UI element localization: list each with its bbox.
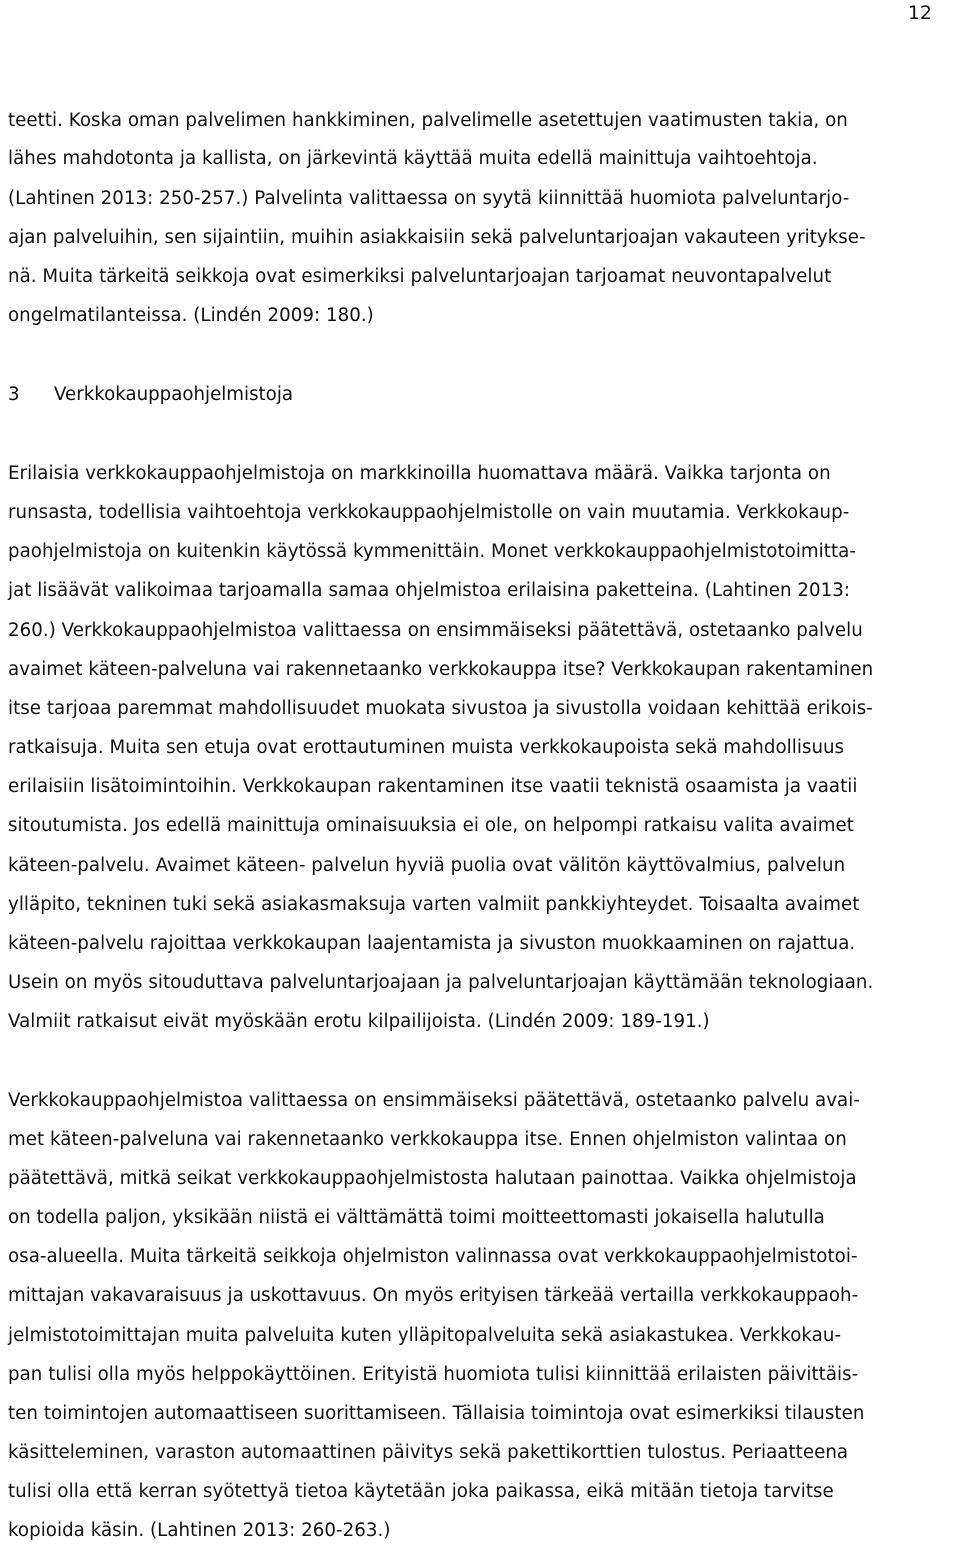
- text-line: pan tulisi olla myös helppokäyttöinen. Erityistä huomiota tulisi kiinnittää erilaisten päivittäis-: [8, 1364, 859, 1385]
- page-number: 12: [907, 2, 932, 24]
- text-line: käsitteleminen, varaston automaattinen päivitys sekä pakettikorttien tulostus. Periaatteena: [8, 1442, 849, 1463]
- text-line: erilaisiin lisätoimintoihin. Verkkokaupan rakentaminen itse vaatii teknistä osaamista ja vaatii: [8, 776, 858, 797]
- text-line: käteen-palvelu rajoittaa verkkokaupan laajentamista ja sivuston muokkaaminen on rajattua.: [8, 933, 856, 954]
- text-line: avaimet käteen-palveluna vai rakennetaanko verkkokauppa itse? Verkkokaupan rakentaminen: [8, 659, 874, 680]
- text-line: ten toimintojen automaattiseen suorittamiseen. Tällaisia toimintoja ovat esimerkiksi tilausten: [8, 1403, 865, 1424]
- text-line: Erilaisia verkkokauppaohjelmistoja on markkinoilla huomattava määrä. Vaikka tarjonta on: [8, 463, 831, 484]
- text-line: teetti. Koska oman palvelimen hankkiminen, palvelimelle asetettujen vaatimusten takia, on: [8, 110, 848, 131]
- text-line: ratkaisuja. Muita sen etuja ovat erottautuminen muista verkkokaupoista sekä mahdollisuus: [8, 737, 845, 758]
- section-title: Verkkokauppaohjelmistoja: [54, 384, 294, 405]
- text-line: Usein on myös sitouduttava palveluntarjoajaan ja palveluntarjoajan käyttämään teknologiaan.: [8, 972, 874, 993]
- text-line: Verkkokauppaohjelmistoa valittaessa on ensimmäiseksi päätettävä, ostetaanko palvelu avai-: [8, 1090, 860, 1111]
- text-line: jat lisäävät valikoimaa tarjoamalla samaa ohjelmistoa erilaisina paketteina. (Lahtinen 2013:: [8, 580, 851, 601]
- text-line: käteen-palvelu. Avaimet käteen- palvelun hyviä puolia ovat välitön käyttövalmius, palvelun: [8, 855, 846, 876]
- text-line: on todella paljon, yksikään niistä ei välttämättä toimi moitteettomasti jokaisella halutulla: [8, 1207, 825, 1228]
- text-line: sitoutumista. Jos edellä mainittuja ominaisuuksia ei ole, on helpompi ratkaisu valita avaimet: [8, 815, 854, 836]
- section-heading: [8, 383, 293, 407]
- text-line: nä. Muita tärkeitä seikkoja ovat esimerkiksi palveluntarjoajan tarjoamat neuvontapalvelut: [8, 266, 832, 287]
- text-line: päätettävä, mitkä seikat verkkokauppaohjelmistosta halutaan painottaa. Vaikka ohjelmistoja: [8, 1168, 857, 1189]
- text-line: 260.) Verkkokauppaohjelmistoa valittaessa on ensimmäiseksi päätettävä, ostetaanko palvelu: [8, 620, 863, 641]
- text-line: runsasta, todellisia vaihtoehtoja verkkokauppaohjelmistolle on vain muutamia. Verkkokaup-: [8, 502, 850, 523]
- text-line: mittajan vakavaraisuus ja uskottavuus. On myös erityisen tärkeää vertailla verkkokauppaoh-: [8, 1285, 859, 1306]
- text-line: itse tarjoaa paremmat mahdollisuudet muokata sivustoa ja sivustolla voidaan kehittää erikois-: [8, 698, 873, 719]
- text-line: paohjelmistoja on kuitenkin käytössä kymmenittäin. Monet verkkokauppaohjelmistotoimitta-: [8, 541, 856, 562]
- text-line: ylläpito, tekninen tuki sekä asiakasmaksuja varten valmiit pankkiyhteydet. Toisaalta avaimet: [8, 894, 860, 915]
- text-line: kopioida käsin. (Lahtinen 2013: 260-263.): [8, 1520, 391, 1541]
- text-line: tulisi olla että kerran syötettyä tietoa käytetään joka paikassa, eikä mitään tietoja tarvitse: [8, 1481, 834, 1502]
- text-line: lähes mahdotonta ja kallista, on järkevintä käyttää muita edellä mainittuja vaihtoehtoja.: [8, 148, 818, 169]
- text-line: met käteen-palveluna vai rakennetaanko verkkokauppa itse. Ennen ohjelmiston valintaa on: [8, 1129, 847, 1150]
- text-line: ongelmatilanteissa. (Lindén 2009: 180.): [8, 305, 374, 326]
- text-line: osa-alueella. Muita tärkeitä seikkoja ohjelmiston valinnassa ovat verkkokauppaohjelmistotoi-: [8, 1246, 858, 1267]
- text-line: (Lahtinen 2013: 250-257.) Palvelinta valittaessa on syytä kiinnittää huomiota palveluntarjo-: [8, 188, 850, 209]
- text-line: ajan palveluihin, sen sijaintiin, muihin asiakkaisiin sekä palveluntarjoajan vakauteen yritykse-: [8, 227, 866, 248]
- section-number: 3: [8, 384, 20, 405]
- text-line: Valmiit ratkaisut eivät myöskään erotu kilpailijoista. (Lindén 2009: 189-191.): [8, 1011, 710, 1032]
- text-line: jelmistotoimittajan muita palveluita kuten ylläpitopalveluita sekä asiakastukea. Verkkokau-: [8, 1325, 842, 1346]
